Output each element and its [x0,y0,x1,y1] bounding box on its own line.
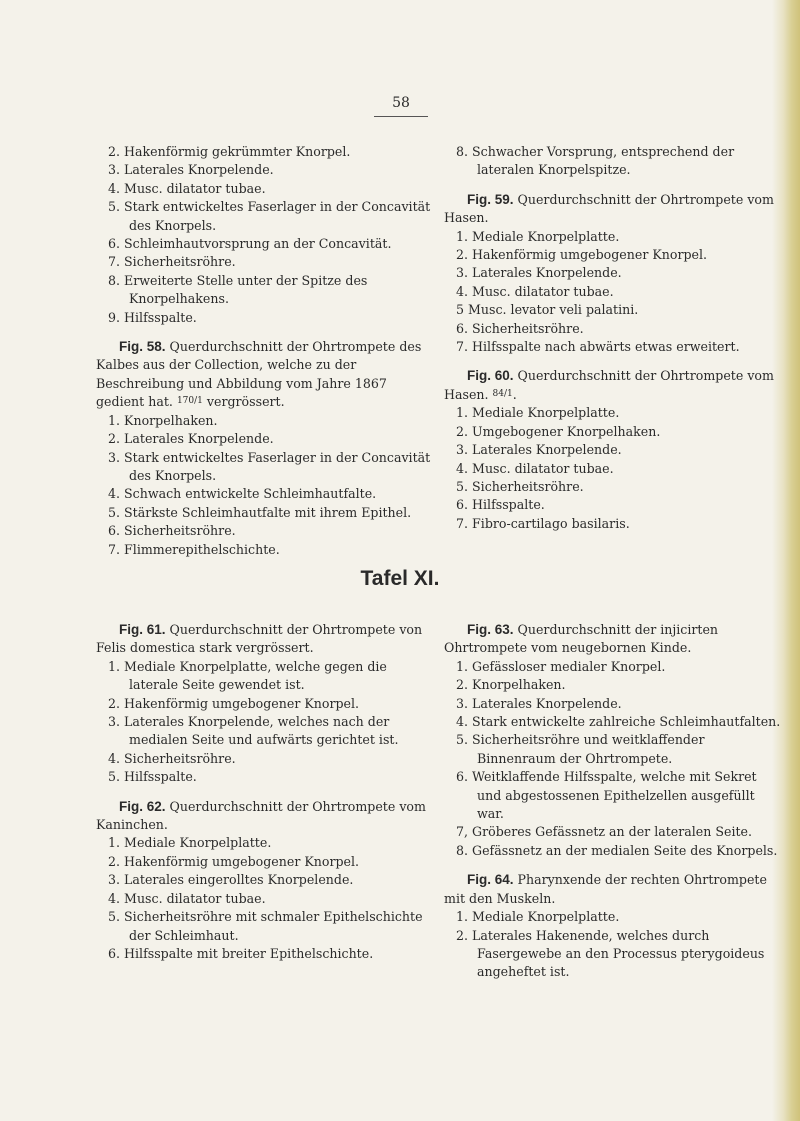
legend-item [444,404,784,422]
legend-item [444,658,784,676]
figure-text: Querdurchschnitt der Ohrtrompete von Felis domestica stark vergrössert. [96,622,423,656]
legend-item [444,264,784,282]
item-text: Laterales Knorpelende. [472,695,622,711]
figure-text: Querdurchschnitt der Ohrtrompete vom Hasen. [444,191,774,226]
legend-item [96,412,436,430]
item-number: 3. [108,872,121,888]
figure-text: Querdurchschnitt der injicirten Ohrtrompete vom neugebornen Kinde. [444,622,719,656]
item-text: Sicherheitsröhre. [124,750,236,766]
item-text: Musc. dilatator tubae. [472,283,614,299]
legend-item [444,460,784,478]
item-text: Mediale Knorpelplatte. [124,835,272,851]
legend-item [444,695,784,713]
item-text: Sicherheitsröhre. [124,254,236,270]
top-right-column [444,143,784,533]
legend-item [444,731,784,768]
item-text: Sicherheitsröhre. [472,478,584,494]
legend-item [444,676,784,694]
item-number: 2. [456,423,469,439]
legend-item [96,485,436,503]
item-number: 4. [456,283,469,299]
legend-item [444,441,784,459]
item-number: 4. [108,890,121,906]
item-text: Erweiterte Stelle unter der Spitze des Knorpelhakens. [124,272,368,307]
item-number: 3. [456,442,469,458]
figure-text: Querdurchschnitt der Ohrtrompete des Kalbes aus der Collection, welche zu der Beschreibung und Abbildung vom Jahre 1867 gedient hat. [96,339,422,410]
item-number: 4. [108,180,121,196]
legend-item [444,515,784,533]
item-number: 8. [456,144,469,159]
legend-item [444,496,784,514]
item-text: Hakenförmig umgebogener Knorpel. [124,695,360,711]
item-number: 6. [108,523,121,539]
top-left-column [96,143,436,559]
item-text: Laterales Knorpelende. [124,431,274,447]
figure-caption [444,871,784,908]
item-text: Stark entwickeltes Faserlager in der Concavität des Knorpels. [124,199,431,233]
legend-item [96,908,436,945]
item-number: 1. [456,909,469,925]
item-text: Schwacher Vorsprung, entsprechend der lateralen Knorpelspitze. [472,144,735,178]
figure-label: Fig. 60. [467,368,514,384]
figure-label: Fig. 58. [119,339,166,355]
item-number: 4. [108,750,121,766]
item-number: 1. [456,228,469,244]
item-text: Laterales Knorpelende, welches nach der medialen Seite und aufwärts gerichtet ist. [124,714,399,748]
item-number: 1. [108,658,121,674]
item-number: 2. [456,677,469,693]
item-number: 7. [108,541,121,557]
legend-item [96,541,436,559]
legend-item [96,853,436,871]
legend-item [444,228,784,246]
bottom-right-column [444,610,784,982]
item-text: Knorpelhaken. [472,677,566,693]
item-number: 1. [456,658,469,674]
legend-item [96,449,436,486]
item-text: Knorpelhaken. [124,412,218,428]
figure-caption [444,367,784,404]
item-number: 2. [456,927,469,943]
figure-label: Fig. 63. [467,622,514,637]
item-number: 8. [456,842,469,858]
figure-text-after: . [512,386,517,402]
item-number: 2. [108,695,121,711]
item-number: 1. [108,835,121,851]
figure-caption [96,338,436,412]
item-text: Sicherheitsröhre. [124,523,236,539]
legend-item [444,143,784,180]
figure-label: Fig. 61. [119,622,166,637]
item-text: Hakenförmig umgebogener Knorpel. [124,853,360,869]
item-number: 5. [456,478,469,494]
item-text: Sicherheitsröhre und weitklaffender Binnenraum der Ohrtrompete. [472,732,705,766]
legend-item [96,143,436,161]
item-number: 4. [108,486,121,502]
item-text: Fibro-cartilago basilaris. [472,515,630,531]
legend-item [96,253,436,271]
legend-item [96,834,436,852]
item-text: Laterales Knorpelende. [472,265,622,281]
item-number: 7. [108,254,121,270]
item-number: 4. [456,714,469,730]
item-number: 2. [456,247,469,263]
legend-item [96,198,436,235]
item-text: Stark entwickeltes Faserlager in der Concavität des Knorpels. [124,449,431,483]
bottom-left-column [96,610,436,963]
item-number: 1. [108,412,121,428]
figure-caption [444,191,784,228]
figure-text: Querdurchschnitt der Ohrtrompete vom Kaninchen. [96,798,426,833]
item-text: Schleimhautvorsprung an der Concavität. [124,236,392,252]
item-text: Mediale Knorpelplatte. [472,909,620,925]
legend-item [444,768,784,823]
figure-text: Pharynxende der rechten Ohrtrompete mit den Muskeln. [444,872,767,906]
legend-item [96,750,436,768]
item-text: Hilfsspalte nach abwärts etwas erweitert. [472,339,740,355]
item-number: 7. [456,515,469,531]
item-text: Hakenförmig gekrümmter Knorpel. [124,144,351,159]
item-text: Laterales Knorpelende. [124,162,274,178]
item-number: 4. [456,460,469,476]
item-number: 3. [108,714,121,730]
item-text: Gefässloser medialer Knorpel. [472,658,666,674]
legend-item [96,504,436,522]
item-number: 2. [108,431,121,447]
item-text: Laterales eingerolltes Knorpelende. [124,872,354,888]
item-text: Hilfsspalte. [124,309,197,325]
item-text: Weitklaffende Hilfsspalte, welche mit Sekret und abgestossenen Epithelzellen ausgefüllt war. [472,769,757,822]
legend-item [444,301,784,319]
legend-item [96,890,436,908]
item-number: 6. [108,236,121,252]
item-text: Hilfsspalte mit breiter Epithelschichte. [124,945,374,961]
item-number: 3. [456,695,469,711]
legend-item [444,338,784,356]
item-number: 7. [456,339,469,355]
item-number: 6. [456,320,469,336]
magnification: 84/1 [492,388,513,399]
item-number: 2. [108,144,121,159]
item-text: Mediale Knorpelplatte, welche gegen die laterale Seite gewendet ist. [124,658,387,693]
legend-item [96,309,436,327]
legend-item [96,180,436,198]
legend-item [96,945,436,963]
item-number: 9. [108,309,121,325]
item-text: Musc. dilatator tubae. [472,460,614,476]
legend-item [444,423,784,441]
legend-item [444,320,784,338]
item-number: 5. [108,769,121,785]
item-text: Hakenförmig umgebogener Knorpel. [472,247,708,263]
item-text: Laterales Knorpelende. [472,442,622,458]
item-text: Mediale Knorpelplatte. [472,405,620,421]
item-text: Umgebogener Knorpelhaken. [472,423,661,439]
figure-label: Fig. 59. [467,191,514,207]
item-number: 7, [456,824,469,840]
item-number: 6. [108,945,121,961]
legend-item [96,522,436,540]
item-text: Stark entwickelte zahlreiche Schleimhautfalten. [472,714,781,730]
page-number: 58 [392,95,410,111]
legend-item [444,713,784,731]
legend-item [96,658,436,695]
item-text: Gröberes Gefässnetz an der lateralen Seite. [472,824,752,840]
item-number: 6. [456,769,469,785]
item-number: 5 [456,302,465,318]
item-number: 1. [456,405,469,421]
item-number: 5. [108,199,121,215]
item-number: 5. [108,504,121,520]
item-text: Mediale Knorpelplatte. [472,228,620,244]
legend-item [96,272,436,309]
item-text: Hilfsspalte. [124,769,197,785]
legend-item [444,283,784,301]
item-number: 2. [108,853,121,869]
item-text: Sicherheitsröhre. [472,320,584,336]
item-text: Sicherheitsröhre mit schmaler Epithelschichte der Schleimhaut. [124,909,423,943]
item-number: 5. [108,909,121,925]
legend-item [444,842,784,860]
figure-caption [444,621,784,658]
item-number: 8. [108,272,121,288]
item-number: 3. [108,449,121,465]
figure-text-after: vergrössert. [206,394,285,410]
item-number: 3. [456,265,469,281]
figure-caption [96,621,436,658]
item-text: Stärkste Schleimhautfalte mit ihrem Epithel. [124,504,412,520]
legend-item [96,713,436,750]
legend-item [444,246,784,264]
legend-item [96,430,436,448]
item-text: Musc. dilatator tubae. [124,890,266,906]
item-text: Flimmerepithelschichte. [124,541,280,557]
figure-text: Querdurchschnitt der Ohrtrompete vom Hasen. [444,368,774,402]
item-number: 5. [456,732,469,748]
item-text: Laterales Hakenende, welches durch Fasergewebe an den Processus pterygoideus angeheftet ist. [472,927,765,980]
legend-item [444,908,784,926]
legend-item [444,823,784,841]
item-text: Gefässnetz an der medialen Seite des Knorpels. [472,842,778,858]
figure-caption [96,798,436,835]
legend-item [444,478,784,496]
item-number: 6. [456,497,469,513]
legend-item [96,768,436,786]
legend-item [96,161,436,179]
legend-item [444,927,784,982]
legend-item [96,695,436,713]
item-text: Musc. levator veli palatini. [468,302,639,318]
figure-label: Fig. 62. [119,798,166,814]
page-number-rule [374,116,428,117]
figure-label: Fig. 64. [467,872,514,888]
item-text: Schwach entwickelte Schleimhautfalte. [124,486,377,502]
legend-item [96,871,436,889]
item-number: 3. [108,162,121,178]
item-text: Hilfsspalte. [472,497,545,513]
item-text: Musc. dilatator tubae. [124,180,266,196]
legend-item [96,235,436,253]
magnification: 170/1 [176,396,203,407]
tafel-heading: Tafel XI. [360,567,440,590]
